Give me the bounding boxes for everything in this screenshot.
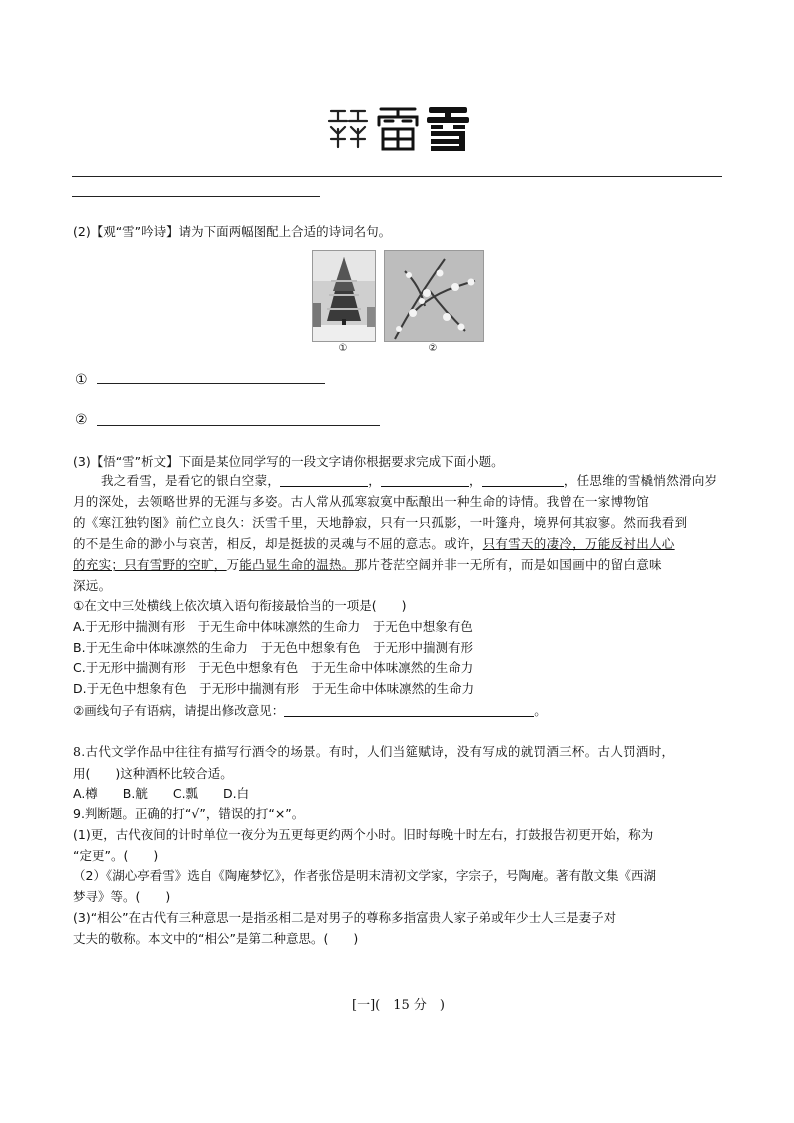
blank-separator: ，: [469, 473, 482, 488]
picture-caption-1: ①: [338, 343, 348, 354]
passage-text: 我之看雪，是看它的银白空蒙，: [101, 473, 281, 488]
q9-statement-3-line-1: (3)“相公”在古代有三种意思一是指丞相二是对男子的尊称多指富贵人家子弟或年少士人三是妻子对: [73, 910, 617, 925]
q3-prompt: (3)【悟“雪”析文】下面是某位同学写的一段文字请你根据要求完成下面小题。: [73, 454, 504, 469]
q9-statement-2-line-2: 梦寻》等。( ): [73, 889, 171, 904]
passage-line-1: [101, 470, 717, 491]
q9-statement-1-line-1: (1)更，古代夜间的计时单位一夜分为五更每更约两个小时。旧时每晚十时左右，打鼓报告初更开始，称为: [73, 827, 654, 842]
answer-line-2[interactable]: [97, 425, 380, 426]
passage-line-2: 月的深处，去领略世界的无涯与多姿。古人常从孤寒寂寞中酝酿出一种生命的诗情。我曾在一家博物馆: [73, 494, 650, 509]
blank-separator: ，: [368, 473, 382, 488]
q9-statement-2-line-1: （2）《湖心亭看雪》选自《陶庵梦忆》，作者张岱是明末清初文学家，字宗子，号陶庵。著有散文集《西湖: [73, 868, 656, 883]
answer-line-1[interactable]: [97, 383, 325, 384]
option-a[interactable]: A.于无形中揣测有形 于无生命中体味凛然的生命力 于无色中想象有色: [73, 619, 473, 634]
sub-question-2: [73, 702, 547, 719]
passage-line-5: [73, 554, 662, 575]
q2-prompt: (2)【观“雪”吟诗】请为下面两幅图配上合适的诗词名句。: [73, 224, 392, 239]
passage-text: ，任思维的雪橇悄然滑向岁: [563, 473, 718, 488]
revision-answer-line[interactable]: [284, 702, 534, 717]
answer-mark-2: ②: [75, 412, 88, 428]
option-b[interactable]: B.于无生命中体味凛然的生命力 于无色中想象有色 于无形中揣测有形: [73, 640, 474, 655]
sub-question-2-end: 。: [534, 703, 547, 718]
option-d[interactable]: D.于无色中想象有色 于无形中揣测有形 于无生命中体味凛然的生命力: [73, 681, 475, 696]
passage-line-4: [73, 533, 675, 554]
sub-question-2-text: ②画线句子有语病，请提出修改意见：: [73, 703, 285, 718]
header-rule-long: [72, 176, 722, 177]
sub-question-1: ①在文中三处横线上依次填入语句衔接最恰当的一项是( ): [73, 598, 407, 613]
fill-blank-2[interactable]: [381, 472, 469, 487]
picture-caption-2: ②: [428, 343, 438, 354]
q8-line-1: 8.古代文学作品中往往有描写行酒令的场景。有时，人们当筵赋诗，没有写成的就罚酒三杯。古人罚酒时，: [73, 744, 675, 759]
seal-title-image: [325, 103, 475, 153]
option-c[interactable]: C.于无形中揣测有形 于无色中想象有色 于无生命中体味凛然的生命力: [73, 660, 474, 675]
underline-extension: [239, 570, 359, 571]
underlined-sentence: 的充实；只有雪野的空旷，: [73, 557, 227, 572]
answer-mark-1: ①: [75, 372, 88, 388]
header-rule-short: [72, 196, 320, 197]
passage-line-6: 深远。: [73, 578, 112, 593]
q9-statement-3-line-2: 丈夫的敬称。本文中的“相公”是第二种意思。( ): [73, 931, 359, 946]
q8-line-2: 用( )这种酒杯比较合适。: [73, 766, 233, 781]
plum-blossom-picture: [384, 250, 484, 342]
passage-text: 的不是生命的渺小与哀苦，相反，却是挺拔的灵魂与不屈的意志。或许，: [73, 536, 483, 551]
q9-heading: 9.判断题。正确的打“√”，错误的打“×”。: [73, 806, 305, 821]
q8-options[interactable]: A.樽 B.觥 C.瓢 D.白: [73, 786, 250, 801]
fill-blank-1[interactable]: [280, 472, 368, 487]
fill-blank-3[interactable]: [482, 472, 564, 487]
passage-text: 万能凸显生命的温热。那片苍茫空阔并非一无所有，而是如国画中的留白意味: [226, 557, 662, 572]
passage-line-3: 的《寒江独钓图》前伫立良久：沃雪千里，天地静寂，只有一只孤影，一叶篷舟，境界何其寂寥。然而我看到: [73, 515, 688, 530]
q9-statement-1-line-2: “定更”。( ): [73, 848, 159, 863]
title-seal: [325, 103, 475, 153]
underlined-sentence: 只有雪天的凄冷，万能反衬出人心: [482, 536, 675, 551]
section-score: [一]( 15 分 ): [352, 998, 445, 1013]
snow-pine-picture: [312, 250, 376, 342]
